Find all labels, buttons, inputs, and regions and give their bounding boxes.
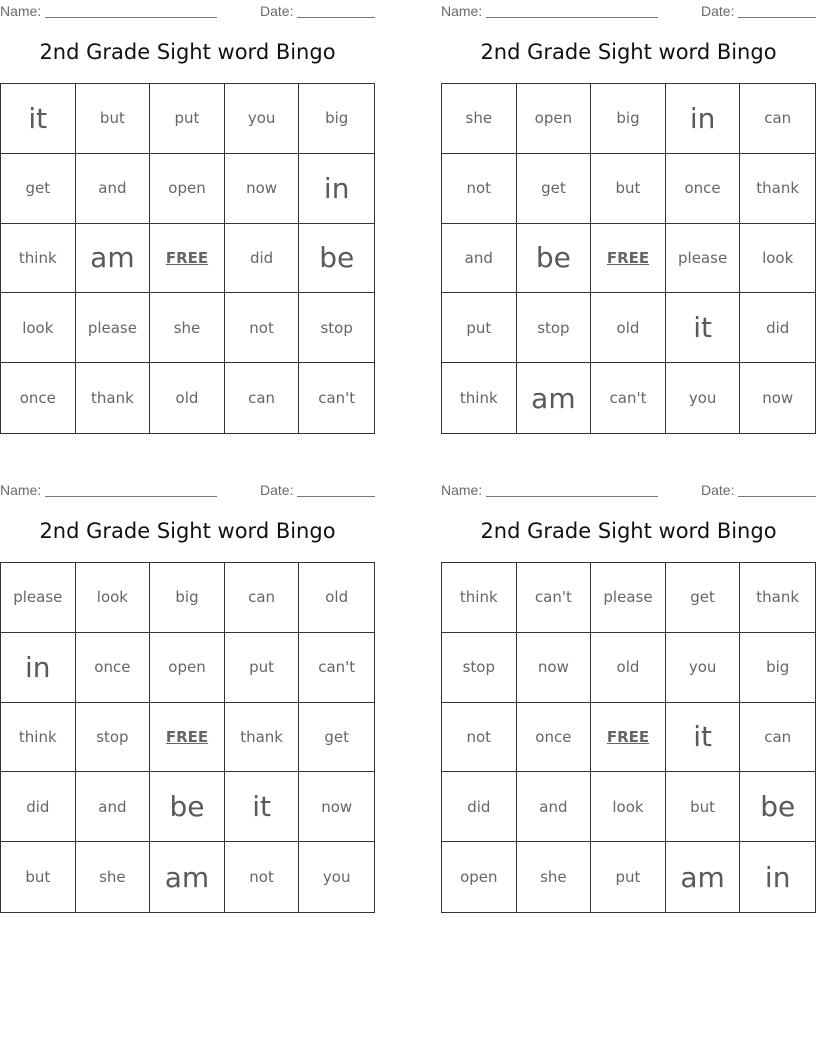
date-label: Date: <box>260 482 294 498</box>
bingo-cell[interactable]: can <box>225 363 300 433</box>
card-title: 2nd Grade Sight word Bingo <box>480 519 777 543</box>
name-label: Name: <box>0 482 42 498</box>
date-label: Date: <box>701 3 735 19</box>
bingo-cell[interactable]: did <box>225 224 300 294</box>
bingo-cell[interactable]: did <box>740 293 815 363</box>
bingo-cell[interactable]: now <box>225 154 300 224</box>
bingo-cell[interactable]: stop <box>76 703 151 773</box>
bingo-cell[interactable]: once <box>1 363 76 433</box>
bingo-cell[interactable]: get <box>517 154 592 224</box>
bingo-cell[interactable]: thank <box>76 363 151 433</box>
card-title: 2nd Grade Sight word Bingo <box>480 40 777 64</box>
free-space-cell[interactable]: FREE <box>591 703 666 773</box>
bingo-cell[interactable]: can <box>225 563 300 633</box>
bingo-cell[interactable]: old <box>591 293 666 363</box>
bingo-cell[interactable]: old <box>591 633 666 703</box>
bingo-cell[interactable]: am <box>666 842 741 912</box>
bingo-cell[interactable]: think <box>1 703 76 773</box>
bingo-cell[interactable]: put <box>225 633 300 703</box>
date-label: Date: <box>260 3 294 19</box>
bingo-cell[interactable]: did <box>1 772 76 842</box>
bingo-cell[interactable]: big <box>150 563 225 633</box>
bingo-cell[interactable]: am <box>517 363 592 433</box>
bingo-cell[interactable]: in <box>666 84 741 154</box>
bingo-cell[interactable]: please <box>76 293 151 363</box>
bingo-cell[interactable]: get <box>666 563 741 633</box>
bingo-cell[interactable]: be <box>517 224 592 294</box>
bingo-cell[interactable]: big <box>591 84 666 154</box>
bingo-cell[interactable]: look <box>591 772 666 842</box>
bingo-cell[interactable]: get <box>299 703 374 773</box>
bingo-cell[interactable]: stop <box>517 293 592 363</box>
name-blank[interactable] <box>486 496 658 497</box>
bingo-cell[interactable]: old <box>150 363 225 433</box>
bingo-cell[interactable]: can't <box>517 563 592 633</box>
bingo-cell[interactable]: look <box>1 293 76 363</box>
bingo-card-3 <box>0 479 375 919</box>
bingo-cell[interactable]: be <box>740 772 815 842</box>
bingo-cell[interactable]: but <box>1 842 76 912</box>
bingo-cell[interactable]: am <box>150 842 225 912</box>
bingo-cell[interactable]: now <box>299 772 374 842</box>
bingo-cell[interactable]: can <box>740 84 815 154</box>
bingo-card-1 <box>0 0 375 440</box>
date-blank[interactable] <box>297 17 375 18</box>
card-header <box>441 3 816 19</box>
date-blank[interactable] <box>297 496 375 497</box>
bingo-cell[interactable]: open <box>442 842 517 912</box>
bingo-cell[interactable]: you <box>666 363 741 433</box>
bingo-cell[interactable]: look <box>76 563 151 633</box>
bingo-cell[interactable]: stop <box>442 633 517 703</box>
bingo-cell[interactable]: open <box>517 84 592 154</box>
free-space-cell[interactable]: FREE <box>150 224 225 294</box>
bingo-cell[interactable]: and <box>442 224 517 294</box>
bingo-cell[interactable]: thank <box>740 154 815 224</box>
card-title: 2nd Grade Sight word Bingo <box>39 519 336 543</box>
bingo-cell[interactable]: now <box>517 633 592 703</box>
date-label: Date: <box>701 482 735 498</box>
bingo-cell[interactable]: please <box>591 563 666 633</box>
bingo-cell[interactable]: get <box>1 154 76 224</box>
bingo-cell[interactable]: and <box>76 772 151 842</box>
bingo-cell[interactable]: please <box>666 224 741 294</box>
bingo-grid <box>0 562 375 913</box>
bingo-cell[interactable]: it <box>1 84 76 154</box>
name-blank[interactable] <box>486 17 658 18</box>
bingo-cell[interactable]: once <box>76 633 151 703</box>
card-title: 2nd Grade Sight word Bingo <box>39 40 336 64</box>
name-blank[interactable] <box>45 17 217 18</box>
bingo-cell[interactable]: can <box>740 703 815 773</box>
bingo-cell[interactable]: think <box>442 563 517 633</box>
card-header <box>441 482 816 498</box>
bingo-cell[interactable]: big <box>299 84 374 154</box>
free-space-cell[interactable]: FREE <box>150 703 225 773</box>
name-label: Name: <box>441 482 483 498</box>
bingo-cell[interactable]: thank <box>740 563 815 633</box>
bingo-cell[interactable]: can't <box>299 633 374 703</box>
card-header <box>0 3 375 19</box>
bingo-cell[interactable]: now <box>762 389 794 408</box>
bingo-cell[interactable]: not <box>225 293 300 363</box>
bingo-cell[interactable]: but <box>76 84 151 154</box>
name-blank[interactable] <box>45 496 217 497</box>
bingo-card-2 <box>441 0 816 440</box>
bingo-grid <box>441 562 816 913</box>
bingo-cell[interactable]: it <box>225 772 300 842</box>
bingo-cell[interactable]: it <box>666 293 741 363</box>
bingo-cell[interactable]: open <box>150 633 225 703</box>
bingo-cell[interactable]: but <box>666 772 741 842</box>
bingo-cell[interactable]: in <box>1 633 76 703</box>
bingo-cell[interactable]: and <box>76 154 151 224</box>
bingo-cell[interactable]: can't <box>591 363 666 433</box>
bingo-cell[interactable]: put <box>591 842 666 912</box>
name-label: Name: <box>0 3 42 19</box>
bingo-cell[interactable]: think <box>442 363 517 433</box>
bingo-cell[interactable]: open <box>150 154 225 224</box>
bingo-cell[interactable]: and <box>517 772 592 842</box>
date-blank[interactable] <box>738 496 816 497</box>
bingo-cell[interactable]: put <box>442 293 517 363</box>
bingo-cell[interactable]: put <box>150 84 225 154</box>
bingo-cell[interactable]: thank <box>225 703 300 773</box>
bingo-cell[interactable]: please <box>1 563 76 633</box>
bingo-cell[interactable]: you <box>322 868 351 887</box>
bingo-cell[interactable]: did <box>442 772 517 842</box>
bingo-cell[interactable]: big <box>740 633 815 703</box>
card-header <box>0 482 375 498</box>
bingo-cell[interactable]: but <box>591 154 666 224</box>
bingo-cell[interactable]: look <box>740 224 815 294</box>
bingo-cell[interactable]: think <box>1 224 76 294</box>
bingo-grid <box>0 83 375 434</box>
date-blank[interactable] <box>738 17 816 18</box>
bingo-cell[interactable]: not <box>442 703 517 773</box>
free-space-cell[interactable]: FREE <box>591 224 666 294</box>
bingo-cell[interactable]: she <box>442 84 517 154</box>
bingo-cell[interactable]: can't <box>318 389 356 408</box>
bingo-cell[interactable]: in <box>299 154 374 224</box>
bingo-card-4 <box>441 479 816 919</box>
name-label: Name: <box>441 3 483 19</box>
bingo-cell[interactable]: she <box>150 293 225 363</box>
bingo-cell[interactable]: not <box>442 154 517 224</box>
bingo-cell[interactable]: it <box>666 703 741 773</box>
bingo-cell[interactable]: stop <box>299 293 374 363</box>
bingo-cell[interactable]: once <box>517 703 592 773</box>
bingo-cell[interactable]: not <box>225 842 300 912</box>
bingo-cell[interactable]: be <box>150 772 225 842</box>
bingo-cell[interactable]: once <box>666 154 741 224</box>
bingo-cell[interactable]: you <box>225 84 300 154</box>
bingo-cell[interactable]: you <box>666 633 741 703</box>
bingo-grid <box>441 83 816 434</box>
bingo-cell[interactable]: be <box>299 224 374 294</box>
bingo-cell[interactable]: she <box>517 842 592 912</box>
bingo-cell[interactable]: old <box>299 563 374 633</box>
bingo-cell[interactable]: she <box>76 842 151 912</box>
bingo-cell[interactable]: am <box>76 224 151 294</box>
bingo-cell[interactable]: in <box>764 860 791 894</box>
